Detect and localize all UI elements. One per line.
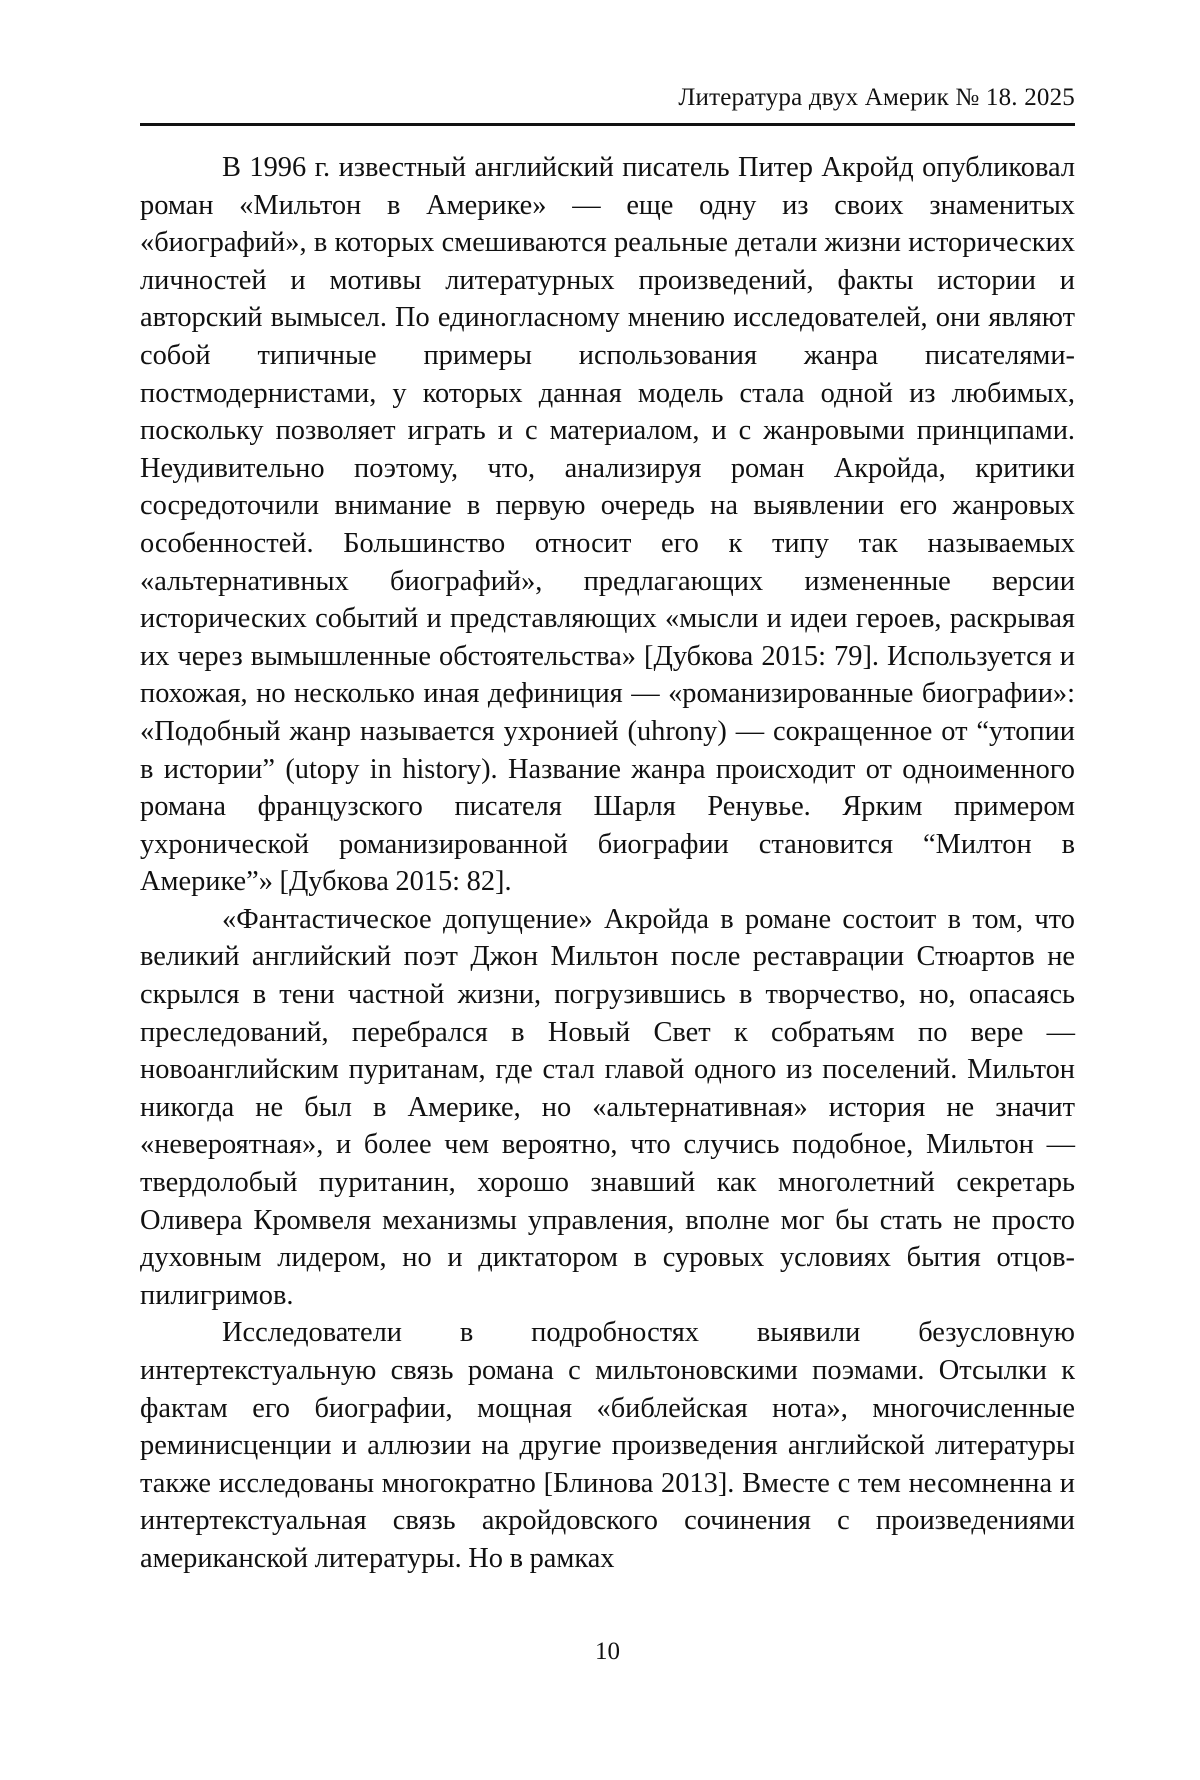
page-number: 10 bbox=[595, 1638, 620, 1665]
header-rule bbox=[140, 123, 1075, 126]
paragraph-1: В 1996 г. известный английский писатель Питер Акройд опубликовал роман «Мильтон в Америке» — еще одну из своих знаменитых «биографий», в которых смешиваются реальные детали жизни исторических личностей и мотивы литературных произведений, факты истории и авторский вымысел. По единогласному мнению исследователей, они являют собой типичные примеры использования жанра писателями-постмодернистами, у которых данная модель стала одной из любимых, поскольку позволяет играть и с материалом, и с жанровыми принципами. Неудивительно поэтому, что, анализируя роман Акройда, критики сосредоточили внимание в первую очередь на выявлении его жанровых особенностей. Большинство относит его к типу так называемых «альтернативных биографий», предлагающих измененные версии исторических событий и представляющих «мысли и идеи героев, раскрывая их через вымышленные обстоятельства» [Дубкова 2015: 79]. Используется и похожая, но несколько иная дефиниция — «романизированные биографии»: «Подобный жанр называется ухронией (uhrony) — сокращенное от “утопии в истории” (utopy in history). Название жанра происходит от одноименного романа французского писателя Шарля Ренувье. Ярким примером ухронической романизированной биографии становится “Милтон в Америке”» [Дубкова 2015: 82]. bbox=[140, 152, 1075, 898]
journal-page bbox=[140, 0, 1075, 1780]
article-body bbox=[140, 149, 1075, 1578]
paragraph-3: Исследователи в подробностях выявили безусловную интертекстуальную связь романа с мильтоновскими поэмами. Отсылки к фактам его биографии, мощная «библейская нота», многочисленные реминисценции и аллюзии на другие произведения английской литературы также исследованы многократно [Блинова 2013]. Вместе с тем несомненна и интертекстуальная связь акройдовского сочинения с произведениями американской литературы. Но в рамках bbox=[140, 1317, 1075, 1574]
running-header: Литература двух Америк № 18. 2025 bbox=[678, 84, 1075, 111]
paragraph-2: «Фантастическое допущение» Акройда в романе состоит в том, что великий английский поэт Джон Мильтон после реставрации Стюартов не скрылся в тени частной жизни, погрузившись в творчество, но, опасаясь преследований, перебрался в Новый Свет к собратьям по вере — новоанглийским пуританам, где стал главой одного из поселений. Мильтон никогда не был в Америке, но «альтернативная» история не значит «невероятная», и более чем вероятно, что случись подобное, Мильтон — твердолобый пуританин, хорошо знавший как многолетний секретарь Оливера Кромвеля механизмы управления, вполне мог бы стать не просто духовным лидером, но и диктатором в суровых условиях бытия отцов-пилигримов. bbox=[140, 903, 1075, 1311]
